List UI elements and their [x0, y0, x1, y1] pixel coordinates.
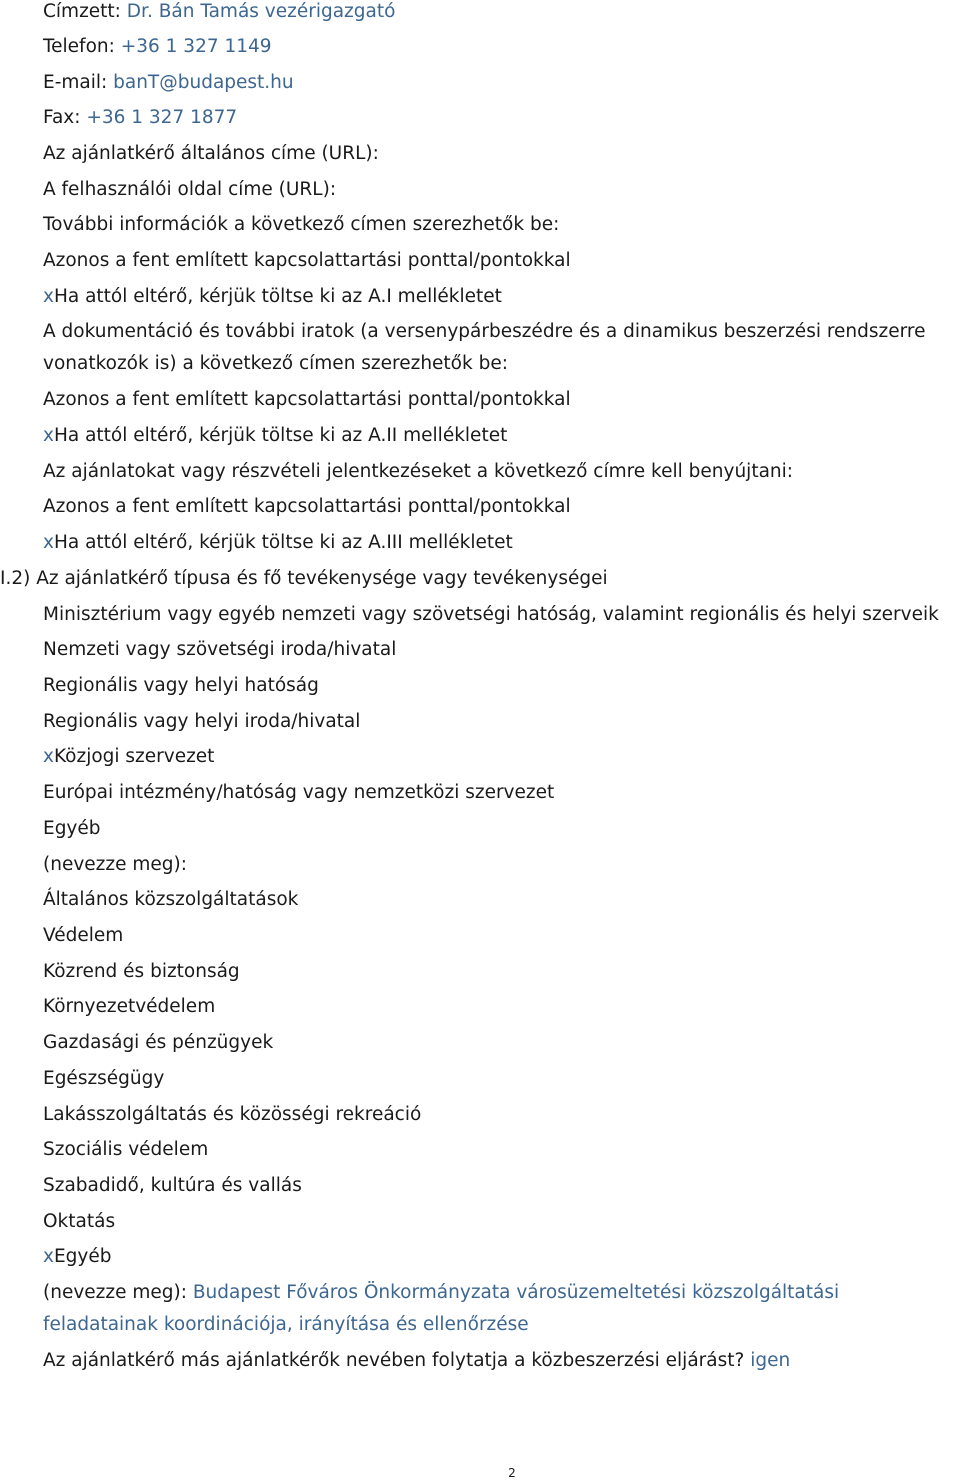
submission-other-option — [43, 531, 513, 555]
page-number: 2 — [508, 1466, 516, 1480]
checkbox-mark: x — [43, 1246, 54, 1267]
further-info-same-option: Azonos a fent említett kapcsolattartási ponttal/pontokkal — [43, 250, 571, 271]
activity-option: Oktatás — [43, 1211, 116, 1232]
submission-other-label: Ha attól eltérő, kérjük töltse ki az A.III mellékletet — [53, 532, 513, 553]
activity-option-label: Egyéb — [53, 1246, 112, 1267]
activity-option: Közrend és biztonság — [43, 961, 240, 982]
further-info-other-label: Ha attól eltérő, kérjük töltse ki az A.I mellékletet — [53, 286, 502, 307]
on-behalf-question-line — [43, 1349, 790, 1373]
recipient-value: Dr. Bán Tamás vezérigazgató — [126, 1, 396, 22]
activity-option: Lakásszolgáltatás és közösségi rekreáció — [43, 1104, 422, 1125]
type-option-selected — [43, 745, 214, 769]
activity-option-selected — [43, 1245, 111, 1269]
on-behalf-answer: igen — [750, 1350, 791, 1371]
email-line — [43, 71, 294, 95]
further-info-heading: További információk a következő címen szerezhetők be: — [43, 214, 560, 235]
submission-same-option: Azonos a fent említett kapcsolattartási ponttal/pontokkal — [43, 496, 571, 517]
type-option: Nemzeti vagy szövetségi iroda/hivatal — [43, 639, 397, 660]
type-option: Regionális vagy helyi iroda/hivatal — [43, 711, 361, 732]
other-specify-value: Budapest Főváros Önkormányzata városüzemeltetési közszolgáltatási feladatainak koordinációja, irányítása és ellenőrzése — [43, 1282, 840, 1335]
phone-line — [43, 35, 272, 59]
checkbox-mark: x — [43, 286, 54, 307]
activity-option: Szociális védelem — [43, 1139, 209, 1160]
email-value: banT@budapest.hu — [113, 72, 294, 93]
phone-value: +36 1 327 1149 — [120, 36, 272, 57]
type-option-label: Közjogi szervezet — [53, 746, 215, 767]
checkbox-mark: x — [43, 532, 54, 553]
other-specify-label: (nevezze meg): — [43, 1282, 193, 1303]
activity-option: Környezetvédelem — [43, 996, 216, 1017]
activity-option: Szabadidő, kultúra és vallás — [43, 1175, 302, 1196]
fax-line — [43, 106, 237, 130]
documents-same-option: Azonos a fent említett kapcsolattartási ponttal/pontokkal — [43, 389, 571, 410]
type-option: Európai intézmény/hatóság vagy nemzetközi szervezet — [43, 782, 555, 803]
type-option: Egyéb — [43, 818, 101, 839]
activity-other-specification — [43, 1277, 958, 1341]
type-option: Minisztérium vagy egyéb nemzeti vagy szövetségi hatóság, valamint regionális és helyi szerveik — [43, 604, 939, 625]
fax-value: +36 1 327 1877 — [86, 107, 238, 128]
general-url-label: Az ajánlatkérő általános címe (URL): — [43, 143, 379, 164]
type-option: (nevezze meg): — [43, 854, 187, 875]
activity-option: Védelem — [43, 925, 124, 946]
further-info-other-option — [43, 285, 502, 309]
documents-other-label: Ha attól eltérő, kérjük töltse ki az A.II mellékletet — [53, 425, 508, 446]
fax-label: Fax: — [43, 107, 87, 128]
recipient-label: Címzett: — [43, 1, 127, 22]
section-i2-heading: I.2) Az ajánlatkérő típusa és fő tevékenysége vagy tevékenységei — [0, 568, 608, 589]
documents-heading: A dokumentáció és további iratok (a versenypárbeszédre és a dinamikus beszerzési rendszerre vonatkozók is) a következő címen szerezhetők be: — [43, 321, 926, 374]
documents-other-option — [43, 424, 507, 448]
activity-option: Gazdasági és pénzügyek — [43, 1032, 274, 1053]
type-option: Regionális vagy helyi hatóság — [43, 675, 319, 696]
phone-label: Telefon: — [43, 36, 121, 57]
recipient-line — [43, 0, 395, 24]
on-behalf-question: Az ajánlatkérő más ajánlatkérők nevében folytatja a közbeszerzési eljárást? — [43, 1350, 751, 1371]
buyer-profile-url-label: A felhasználói oldal címe (URL): — [43, 179, 337, 200]
activity-option: Általános közszolgáltatások — [43, 889, 299, 910]
checkbox-mark: x — [43, 425, 54, 446]
activity-option: Egészségügy — [43, 1068, 165, 1089]
submission-heading: Az ajánlatokat vagy részvételi jelentkezéseket a következő címre kell benyújtani: — [43, 461, 794, 482]
checkbox-mark: x — [43, 746, 54, 767]
email-label: E-mail: — [43, 72, 114, 93]
